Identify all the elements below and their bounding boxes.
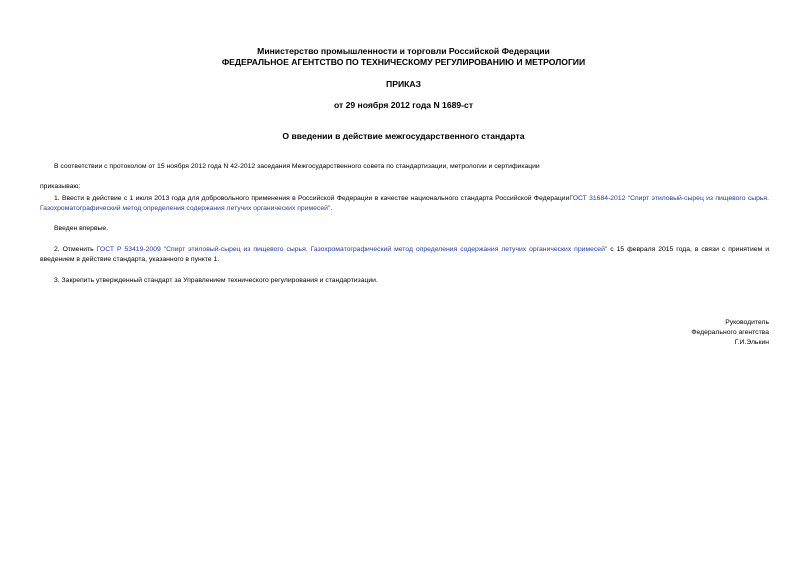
gost-31684-link[interactable]: ГОСТ 31684-2012 "Спирт этиловый-сырец из пищевого сырья. Газохроматографический метод определения содержания летучих органических примесей" [40,195,769,212]
item-3-paragraph: 3. Закрепить утвержденный стандарт за Управлением технического регулирования и стандартизации. [54,277,378,284]
signature-name: Г.И.Элькин [734,339,769,346]
introduced-note: Введен впервые. [54,225,109,232]
item-2-paragraph [40,245,769,265]
preamble-paragraph: В соответствии с протоколом от 15 ноября 2012 года N 42-2012 заседания Межгосударственного совета по стандартизации, метрологии и сертификации [54,163,540,170]
ministry-name: Министерство промышленности и торговли Российской Федерации [257,46,550,56]
gost-r-53419-link[interactable]: ГОСТ Р 53419-2009 "Спирт этиловый-сырец из пищевого сырья. Газохроматографический метод определения содержания летучих органических примесей" [96,246,608,253]
order-word: приказываю: [40,183,81,190]
agency-name: ФЕДЕРАЛЬНОЕ АГЕНТСТВО ПО ТЕХНИЧЕСКОМУ РЕГУЛИРОВАНИЮ И МЕТРОЛОГИИ [221,57,586,67]
document-type: ПРИКАЗ [386,79,421,89]
document-date: от 29 ноября 2012 года N 1689-ст [333,100,474,110]
document-subject: О введении в действие межгосударственного стандарта [282,131,525,141]
signature-title: Руководитель [725,319,769,326]
signature-organization: Федерального агентства [691,329,769,336]
item-2-text: 2. Отменить [54,246,97,253]
item-1-text: 1. Ввести в действие с 1 июля 2013 года для добровольного применения в Российской Федерации в качестве национального стандарта Российской Федерации [54,195,570,202]
item-1-end: . [330,205,333,212]
item-2-end: с 15 февраля 2015 года, в связи с принятием и введением в действие стандарта, указанного в пункте 1. [40,246,769,263]
item-1-paragraph [40,194,769,214]
